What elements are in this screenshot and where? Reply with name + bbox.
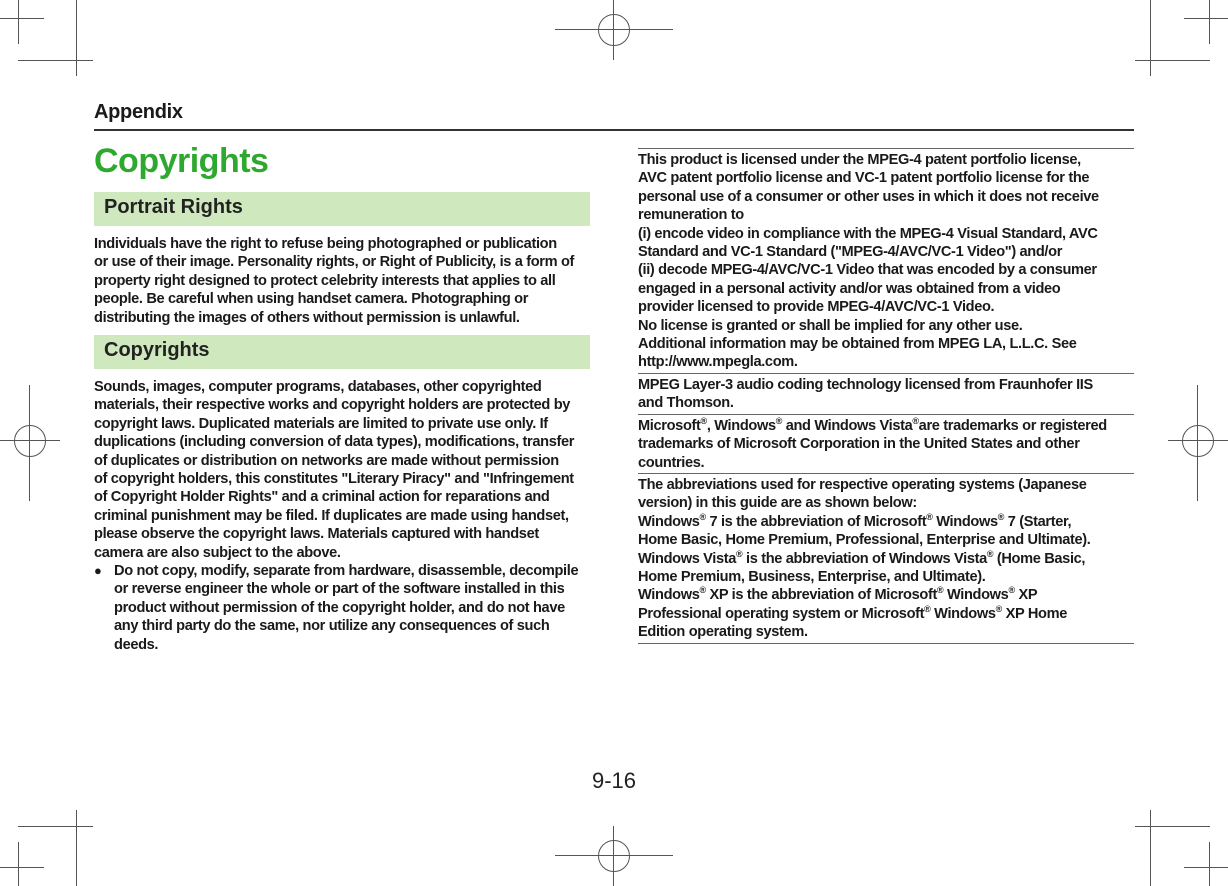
copyright-bullet [94,562,591,654]
license-notes [638,148,1134,644]
portrait-rights-text: Individuals have the right to refuse being photographed or publication or use of their image. Personality rights, or Right of Publicity, is a form of property right designed to protect celebrity interests that applies to all people. Be careful when using handset camera. Photographing or distributing the images of others without permission is unlawful. [94,236,575,326]
portrait-rights-heading: Portrait Rights [94,192,590,226]
os-abbreviation-note: The abbreviations used for respective operating systems (Japanese version) in this guide are as shown below: Windows® 7 is the abbreviation of Microsoft® Windows® 7 (Starter, Home Basic, Home Premium, Professional, Enterprise and Ultimate). Windows Vista® is the abbreviation of Windows Vista® (Home Basic, Home Premium, Business, Enterprise, and Ultimate). Windows® XP is the abbreviation of Microsoft® Windows® XP Professional operating system or Microsoft® Windows® XP Home Edition operating system. [638,473,1134,643]
bullet-icon: ● [94,563,102,578]
mpegla-link: http://www.mpegla.com. [638,354,798,371]
mpeg4-license-note: This product is licensed under the MPEG-4 patent portfolio license, AVC patent portfolio license and VC-1 patent portfolio license for the personal use of a consumer or other uses in which it does not receive remuneration to (i) encode video in compliance with the MPEG-4 Visual Standard, AVC Standard and VC-1 Standard ("MPEG-4/AVC/VC-1 Video") and/or (ii) decode MPEG-4/AVC/VC-1 Video that was encoded by a consumer engaged in a personal activity and/or was obtained from a video provider licensed to provide MPEG-4/AVC/VC-1 Video. No license is granted or shall be implied for any other use. Additional information may be obtained from MPEG LA, L.L.C. See http://www.mpegla.com. [638,148,1134,373]
copyrights-heading: Copyrights [94,335,590,369]
header-rule [94,129,1134,131]
notes-bottom-rule [638,643,1134,644]
mp3-license-note: MPEG Layer-3 audio coding technology licensed from Fraunhofer IIS and Thomson. [638,373,1134,414]
page-number: 9-16 [591,768,637,793]
page-title: Copyrights [94,142,269,180]
bullet-text: Do not copy, modify, separate from hardware, disassemble, decompile or reverse engineer the whole or part of the software installed in this product without permission of the copyright holder, and do not have any third party do the same, nor utilize any consequences of such deeds. [114,563,579,653]
copyrights-text: Sounds, images, computer programs, databases, other copyrighted materials, their respective works and copyright holders are protected by copyright laws. Duplicated materials are limited to private use only. If duplications (including conversion of data types), modifications, transfer of duplicates or distribution on networks are made without permission of copyright holders, this constitutes "Literary Piracy" and "Infringement of Copyright Holder Rights" and a criminal action for reparations and criminal punishment may be filed. If duplicates are made using handset, please observe the copyright laws. Materials captured with handset camera are also subject to the above. [94,379,575,561]
section-label: Appendix [94,101,183,123]
microsoft-trademark-note: Microsoft®, Windows® and Windows Vista®are trademarks or registered trademarks of Microsoft Corporation in the United States and other countries. [638,414,1134,473]
